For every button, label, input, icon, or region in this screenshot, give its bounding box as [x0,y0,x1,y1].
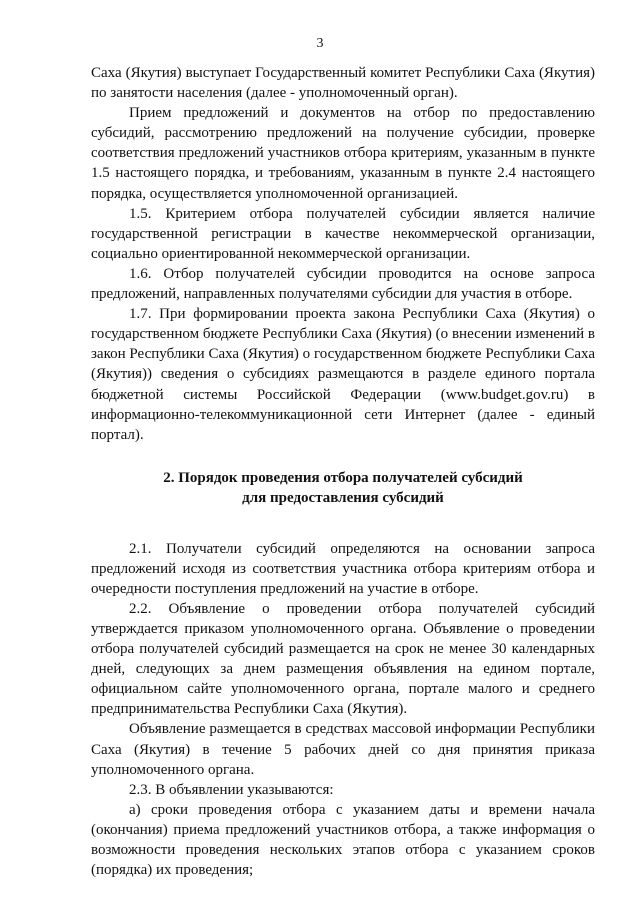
page-number: 3 [316,36,324,51]
paragraph-2-1: 2.1. Получатели субсидий определяются на основании запроса предложений исходя из соответствия участника отбора критериям отбора и очередности поступления предложений на участие в отборе. [91,540,595,597]
section-title-line-1: 2. Порядок проведения отбора получателей субсидий [163,469,523,486]
paragraph-2-3: 2.3. В объявлении указываются: [129,781,334,798]
section-title-line-2: для предоставления субсидий [242,490,444,507]
document-body [91,63,595,880]
paragraph-1-7: 1.7. При формировании проекта закона Республики Саха (Якутия) о государственном бюджете Республики Саха (Якутия) (о внесении изменений в закон Республики Саха (Якутия) о государственном бюджете Республики Саха (Якутия)) сведения о субсидиях размещаются в разделе единого портала бюджетной системы Российской Федерации (www.budget.gov.ru) в информационно-телекоммуникационной сети Интернет (далее - единый портал). [91,306,595,443]
paragraph-1-5: 1.5. Критерием отбора получателей субсидии является наличие государственной регистрации в качестве некоммерческой организации, социально ориентированной некоммерческой организации. [91,205,595,262]
paragraph-announcement-media: Объявление размещается в средствах массовой информации Республики Саха (Якутия) в течение 5 рабочих дней со дня принятия приказа уполномоченного органа. [91,721,595,778]
paragraph-2-3-a: а) сроки проведения отбора с указанием даты и времени начала (окончания) приема предложений участников отбора, а также информация о возможности проведения нескольких этапов отбора с указанием сроков (порядка) их проведения; [91,801,595,879]
paragraph-1-6: 1.6. Отбор получателей субсидии проводится на основе запроса предложений, направленных получателями субсидии для участия в отборе. [91,265,595,303]
paragraph-2-2: 2.2. Объявление о проведении отбора получателей субсидий утверждается приказом уполномоченного органа. Объявление о проведении отбора получателей субсидий размещается на срок не менее 30 календарных дней, следующих за днем размещения объявления на едином портале, официальном сайте уполномоченного органа, портале малого и среднего предпринимательства Республики Саха (Якутия). [91,600,595,718]
paragraph-acceptance: Прием предложений и документов на отбор по предоставлению субсидий, рассмотрению предложений на получение субсидии, проверке соответствия предложений участников отбора критериям, указанным в пункте 1.5 настоящего порядка, и требованиям, указанным в пункте 2.4 настоящего порядка, осуществляется уполномоченной организацией. [91,105,595,202]
section-title [91,468,595,509]
paragraph-continued: Саха (Якутия) выступает Государственный комитет Республики Саха (Якутия) по занятости населения (далее - уполномоченный орган). [91,65,595,102]
